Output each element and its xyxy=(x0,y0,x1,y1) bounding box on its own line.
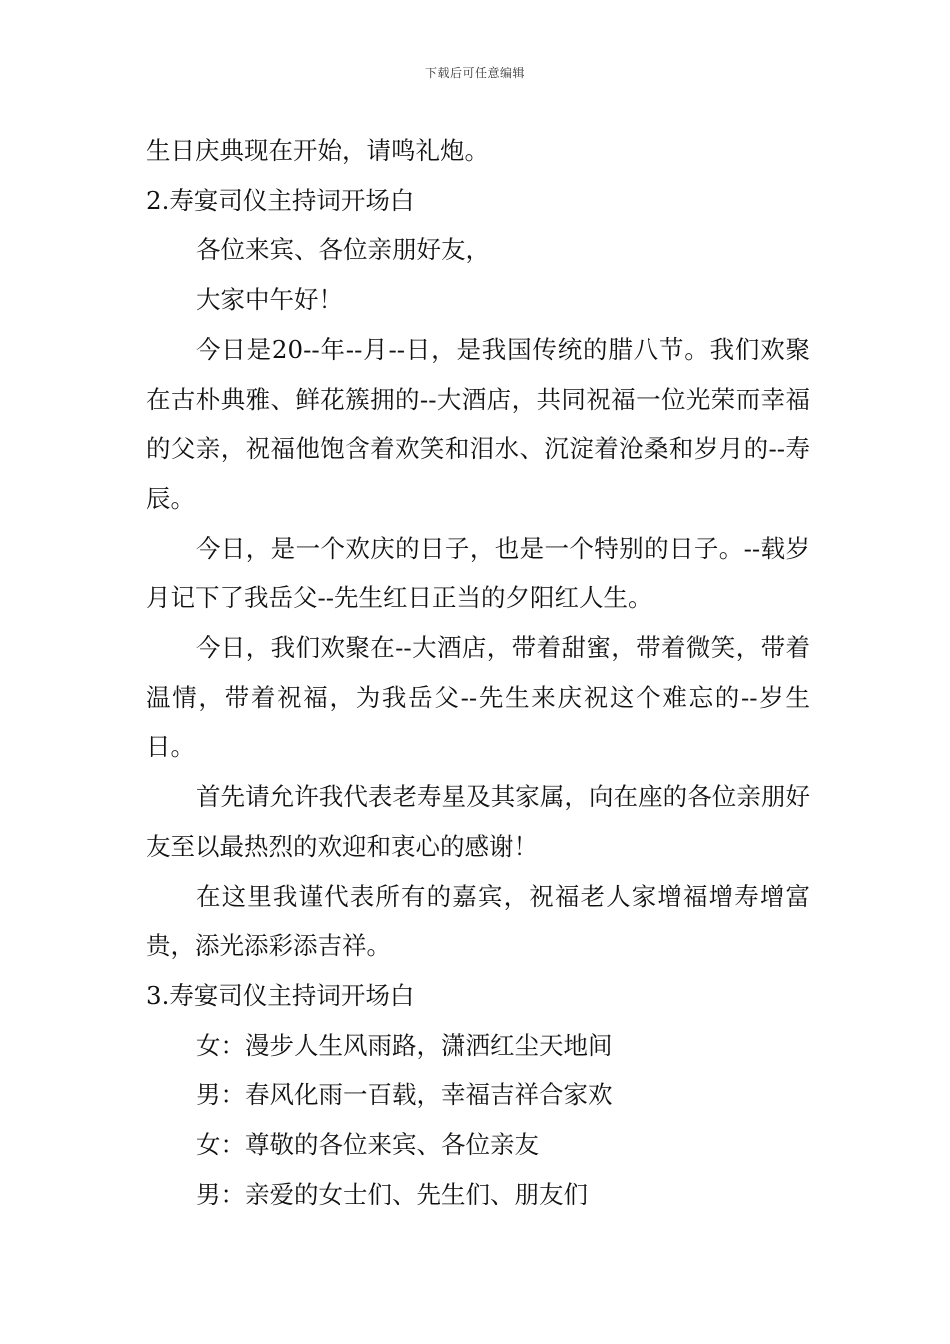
dialog-line: 女：尊敬的各位来宾、各位亲友 xyxy=(196,1130,539,1160)
paragraph-closing-line: 生日庆典现在开始，请鸣礼炮。 xyxy=(146,136,489,165)
paragraph-blessing: 在这里我谨代表所有的嘉宾，祝福老人家增福增寿增富贵，添光添彩添吉祥。 xyxy=(146,881,810,961)
dialog-line: 男：春风化雨一百载，幸福吉祥合家欢 xyxy=(196,1080,613,1110)
paragraph-gathering: 今日，我们欢聚在--大酒店，带着甜蜜，带着微笑，带着温情，带着祝福，为我岳父--先生来庆祝这个难忘的--岁生日。 xyxy=(146,633,810,762)
dialog-line: 男：亲爱的女士们、先生们、朋友们 xyxy=(196,1179,588,1209)
page-header: 下载后可任意编辑 xyxy=(424,66,525,80)
paragraph-greeting: 各位来宾、各位亲朋好友， xyxy=(196,235,490,265)
document-body xyxy=(146,126,810,1219)
paragraph-good-noon: 大家中午好！ xyxy=(196,285,343,315)
section-heading-3: 3.寿宴司仪主持词开场白 xyxy=(146,980,415,1010)
section-heading-2: 2.寿宴司仪主持词开场白 xyxy=(146,185,415,215)
paragraph-welcome: 首先请允许我代表老寿星及其家属，向在座的各位亲朋好友至以最热烈的欢迎和衷心的感谢！ xyxy=(146,782,810,861)
paragraph-date-intro: 今日是20--年--月--日，是我国传统的腊八节。我们欢聚在古朴典雅、鲜花簇拥的--大酒店，共同祝福一位光荣而幸福的父亲，祝福他饱含着欢笑和泪水、沉淀着沧桑和岁月的--寿辰。 xyxy=(146,334,810,513)
paragraph-celebration-day: 今日，是一个欢庆的日子，也是一个特别的日子。--载岁月记下了我岳父--先生红日正当的夕阳红人生。 xyxy=(146,533,810,613)
dialog-line: 女：漫步人生风雨路，潇洒红尘天地间 xyxy=(196,1030,613,1060)
